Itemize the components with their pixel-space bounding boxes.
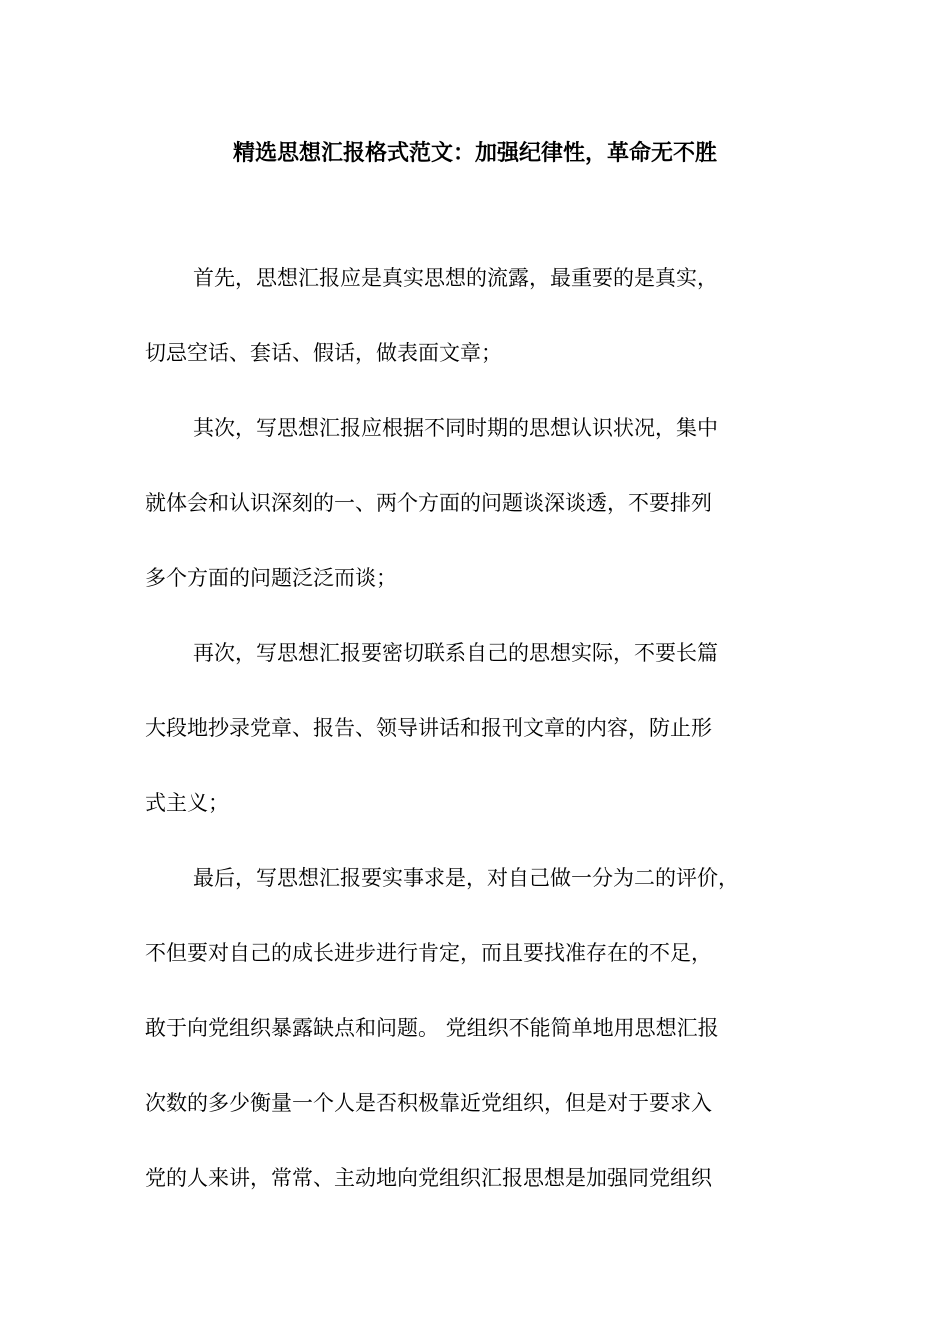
paragraph-4-line-2: 不但要对自己的成长进步进行肯定，而且要找准存在的不足， [145, 941, 712, 965]
paragraph-3-line-2: 大段地抄录党章、报告、领导讲话和报刊文章的内容，防止形 [145, 716, 712, 740]
paragraph-4-line-4: 次数的多少衡量一个人是否积极靠近党组织，但是对于要求入 [145, 1091, 712, 1115]
paragraph-3-line-3: 式主义； [145, 791, 229, 815]
paragraph-2-line-2: 就体会和认识深刻的一、两个方面的问题谈深谈透，不要排列 [145, 491, 712, 515]
paragraph-1-line-1: 首先，思想汇报应是真实思想的流露，最重要的是真实， [193, 266, 718, 290]
paragraph-4-line-3: 敢于向党组织暴露缺点和问题。 党组织不能简单地用思想汇报 [145, 1016, 719, 1040]
paragraph-1-line-2: 切忌空话、套话、假话，做表面文章； [145, 341, 502, 365]
document-title: 精选思想汇报格式范文：加强纪律性，革命无不胜 [232, 140, 717, 166]
paragraph-2-line-1: 其次，写思想汇报应根据不同时期的思想认识状况，集中 [193, 416, 718, 440]
paragraph-4-line-1: 最后，写思想汇报要实事求是，对自己做一分为二的评价， [193, 866, 739, 890]
paragraph-4-line-5: 党的人来讲，常常、主动地向党组织汇报思想是加强同党组织 [145, 1166, 712, 1190]
paragraph-3-line-1: 再次，写思想汇报要密切联系自己的思想实际，不要长篇 [193, 641, 718, 665]
paragraph-2-line-3: 多个方面的问题泛泛而谈； [145, 566, 397, 590]
